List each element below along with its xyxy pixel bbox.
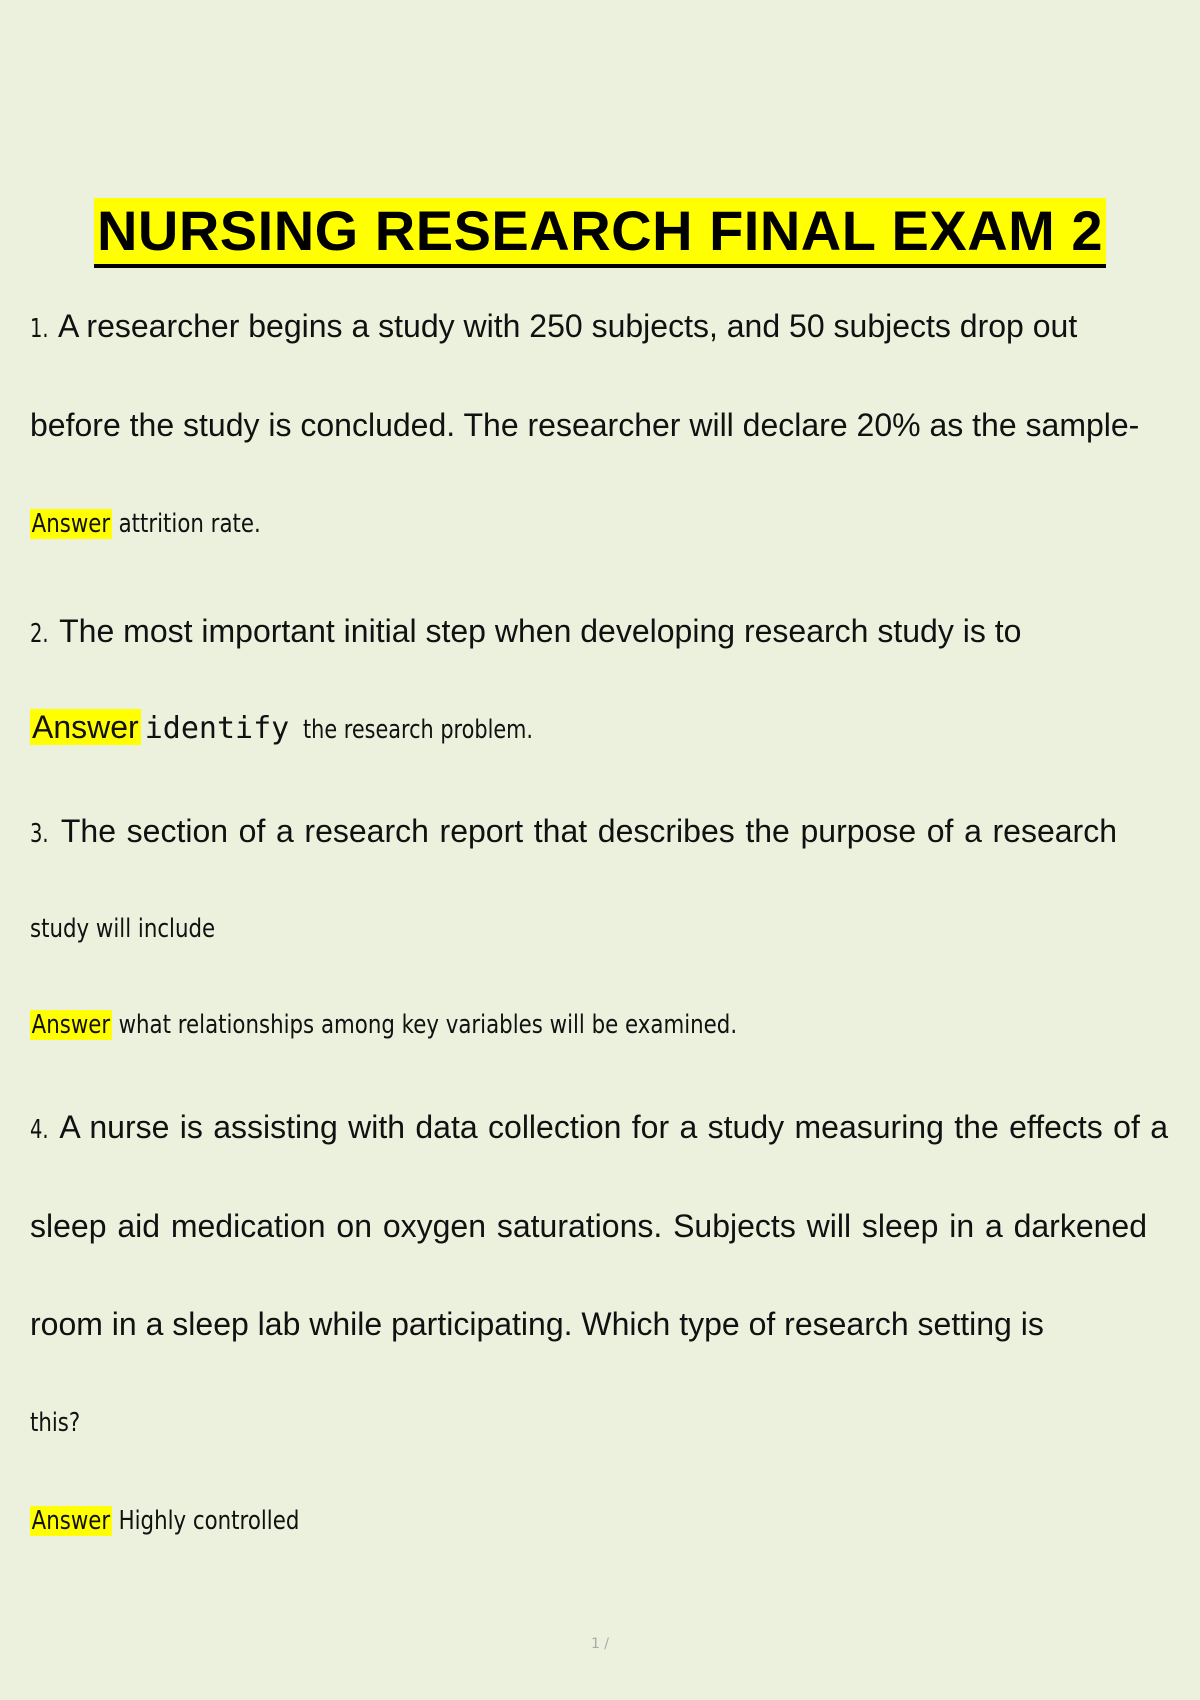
question-1-line-1: [30, 306, 1170, 349]
answer-label: Answer: [31, 1010, 111, 1040]
page-number: 1 /: [590, 1636, 610, 1652]
question-1-text-1: A researcher begins a study with 250 subjects, and 50 subjects drop out: [57, 308, 1078, 344]
question-1-answer: [30, 504, 965, 544]
question-4-text-1: A nurse is assisting with data collection for a study measuring the effects of a: [59, 1109, 1169, 1145]
question-3-number: 3.: [30, 819, 49, 849]
question-2-text-1: The most important initial step when developing research study is to: [59, 613, 1022, 649]
question-2-line-1: [30, 611, 1170, 654]
question-3-answer: [30, 1005, 965, 1045]
title-container: [0, 198, 1200, 268]
question-2-answer: [30, 707, 1170, 747]
question-2-number: 2.: [30, 619, 49, 649]
question-4-line-1: [30, 1107, 1168, 1150]
question-3-text-2: study will include: [30, 914, 216, 944]
answer-label: Answer: [32, 709, 139, 745]
question-4-line-4: [30, 1403, 965, 1443]
page-title: NURSING RESEARCH FINAL EXAM 2: [94, 198, 1106, 268]
question-4-text-2: sleep aid medication on oxygen saturations. Subjects will sleep in a darkened: [30, 1208, 1147, 1244]
question-1-line-2: [30, 405, 1170, 445]
question-4-line-2: [30, 1206, 1147, 1246]
question-3-text-1: The section of a research report that describes the purpose of a research: [60, 813, 1118, 849]
question-4-text-3: room in a sleep lab while participating. Which type of research setting is: [30, 1306, 1044, 1342]
question-4-number: 4.: [30, 1115, 49, 1145]
question-3-line-2: [30, 909, 965, 949]
question-1-answer-text: attrition rate.: [118, 509, 261, 539]
question-4-line-3: [30, 1304, 1170, 1344]
question-3-line-1: [30, 811, 1117, 854]
question-1-number: 1.: [30, 314, 49, 344]
question-1-text-2: before the study is concluded. The researcher will declare 20% as the sample-: [30, 407, 1140, 443]
question-2-answer-part-1: identify: [144, 711, 290, 746]
question-4-answer-text: Highly controlled: [118, 1506, 300, 1536]
question-4-text-4: this?: [30, 1408, 81, 1438]
question-2-answer-part-2: the research problem.: [303, 715, 534, 745]
answer-label: Answer: [31, 1506, 111, 1536]
question-4-answer: [30, 1501, 965, 1541]
question-3-answer-text: what relationships among key variables will be examined.: [118, 1010, 738, 1040]
answer-label: Answer: [31, 509, 111, 539]
